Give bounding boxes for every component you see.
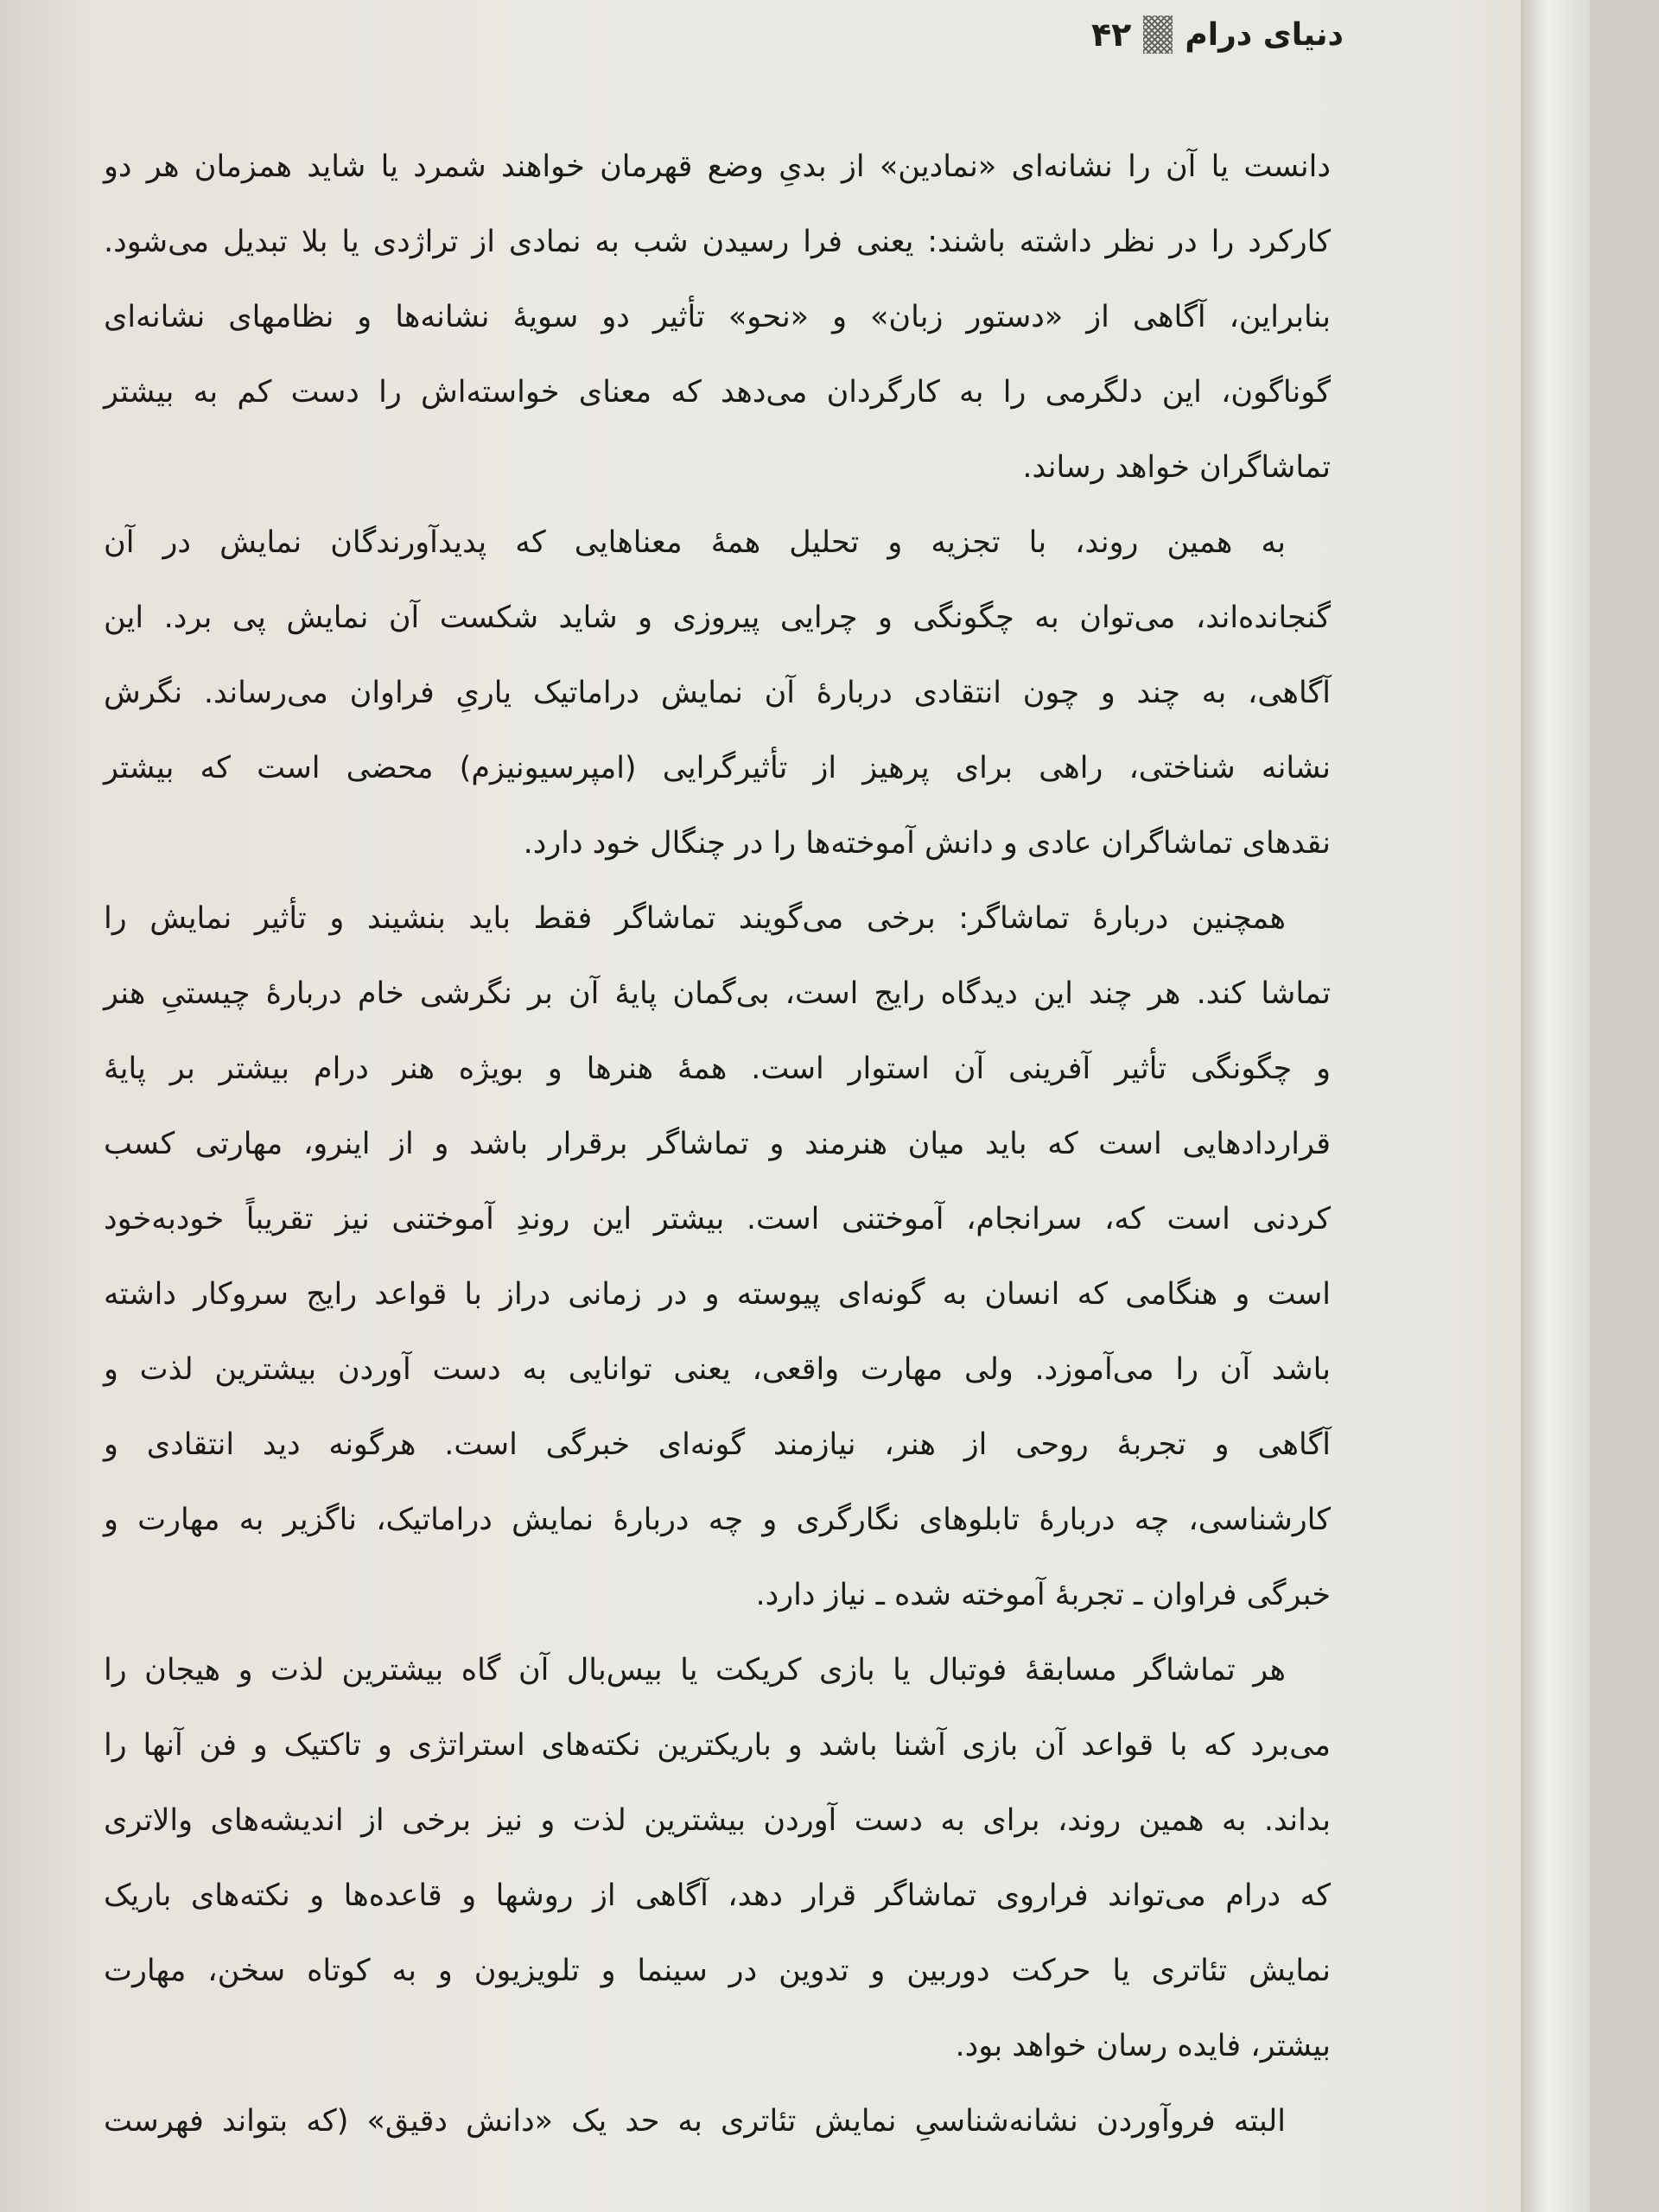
text-line: همچنین دربارهٔ تماشاگر: برخی می‌گویند تماشاگر فقط باید بنشیند و تأثیر نمایش را: [104, 901, 1286, 936]
text-line: گنجانده‌اند، می‌توان به چگونگی و چرایی پیروزی و شاید شکست آن نمایش پی برد. این: [104, 601, 1331, 635]
text-line: کارکرد را در نظر داشته باشند: یعنی فرا رسیدن شب به نمادی از تراژدی یا بلا تبدیل می‌شود.: [104, 225, 1331, 259]
text-line: آگاهی و تجربهٔ روحی از هنر، نیازمند گونه‌ای خبرگی است. هرگونه دید انتقادی و: [104, 1427, 1331, 1462]
text-line: کردنی است که، سرانجام، آموختنی است. بیشتر این روندِ آموختنی نیز تقریباً خودبه‌خود: [104, 1202, 1331, 1236]
text-line: آگاهی، به چند و چون انتقادی دربارهٔ آن نمایش دراماتیک یاریِ فراوان می‌رساند. نگرش: [104, 676, 1331, 710]
text-line: و چگونگی تأثیر آفرینی آن استوار است. همهٔ هنرها و بویژه هنر درام بیشتر بر پایهٔ: [104, 1052, 1331, 1086]
text-line: بداند. به همین روند، برای به دست آوردن بیشترین لذت و نیز برخی از اندیشه‌های والاتری: [104, 1803, 1331, 1838]
text-line: بیشتر، فایده رسان خواهد بود.: [955, 2029, 1331, 2063]
text-line: بنابراین، آگاهی از «دستور زبان» و «نحو» تأثیر دو سویهٔ نشانه‌ها و نظامهای نشانه‌ای: [104, 300, 1331, 334]
paragraph: [104, 505, 1331, 881]
body-text: [104, 130, 1331, 2159]
text-line: می‌برد که با قواعد آن بازی آشنا باشد و باریکترین نکته‌های استراتژی و تاکتیک و فن آنها را: [104, 1728, 1331, 1763]
text-line: گوناگون، این دلگرمی را به کارگردان می‌دهد که معنای خواسته‌اش را دست کم به بیشتر: [104, 375, 1331, 410]
text-line: البته فروآوردن نشانه‌شناسیِ نمایش تئاتری به حد یک «دانش دقیق» (که بتواند فهرست: [104, 2104, 1286, 2139]
paragraph: [104, 2084, 1331, 2159]
text-line: نمایش تئاتری یا حرکت دوربین و تدوین در سینما و تلویزیون و به کوتاه سخن، مهارت: [104, 1954, 1331, 1988]
book-title: دنیای درام: [1185, 16, 1344, 53]
hatched-ornament-icon: [1143, 16, 1173, 54]
text-line: خبرگی فراوان ـ تجربهٔ آموخته شده ـ نیاز دارد.: [755, 1578, 1331, 1612]
text-line: تماشاگران خواهد رساند.: [1022, 450, 1331, 485]
page-edge: [1521, 0, 1590, 2212]
text-line: کارشناسی، چه دربارهٔ تابلوهای نگارگری و چه دربارهٔ نمایش دراماتیک، ناگزیر به مهارت و: [104, 1503, 1331, 1537]
page-number: ۴۲: [1090, 16, 1132, 54]
text-line: نشانه شناختی، راهی برای پرهیز از تأثیرگرایی (امپرسیونیزم) محضی است که بیشتر: [104, 751, 1331, 785]
text-line: دانست یا آن را نشانه‌ای «نمادین» از بدیِ وضع قهرمان خواهند شمرد یا شاید همزمان هر دو: [104, 149, 1331, 184]
running-head: [1091, 16, 1344, 54]
text-line: تماشا کند. هر چند این دیدگاه رایج است، بی‌گمان پایهٔ آن بر نگرشی خام دربارهٔ چیستیِ هنر: [104, 976, 1331, 1011]
text-line: است و هنگامی که انسان به گونه‌ای پیوسته و در زمانی دراز با قواعد رایج سروکار داشته: [104, 1277, 1331, 1312]
text-line: قراردادهایی است که باید میان هنرمند و تماشاگر برقرار باشد و از اینرو، مهارتی کسب: [104, 1127, 1331, 1161]
text-line: که درام می‌تواند فراروی تماشاگر قرار دهد، آگاهی از روشها و قاعده‌ها و نکته‌های باریک: [104, 1878, 1331, 1913]
paragraph: [104, 130, 1331, 505]
text-line: به همین روند، با تجزیه و تحلیل همهٔ معناهایی که پدیدآورندگان نمایش در آن: [104, 525, 1286, 560]
paragraph: [104, 1633, 1331, 2084]
text-line: نقدهای تماشاگران عادی و دانش آموخته‌ها را در چنگال خود دارد.: [523, 826, 1331, 861]
paragraph: [104, 881, 1331, 1633]
text-line: باشد آن را می‌آموزد. ولی مهارت واقعی، یعنی توانایی به دست آوردن بیشترین لذت و: [104, 1352, 1331, 1387]
text-line: هر تماشاگر مسابقهٔ فوتبال یا بازی کریکت یا بیس‌بال آن گاه بیشترین لذت و هیجان را: [104, 1653, 1286, 1688]
